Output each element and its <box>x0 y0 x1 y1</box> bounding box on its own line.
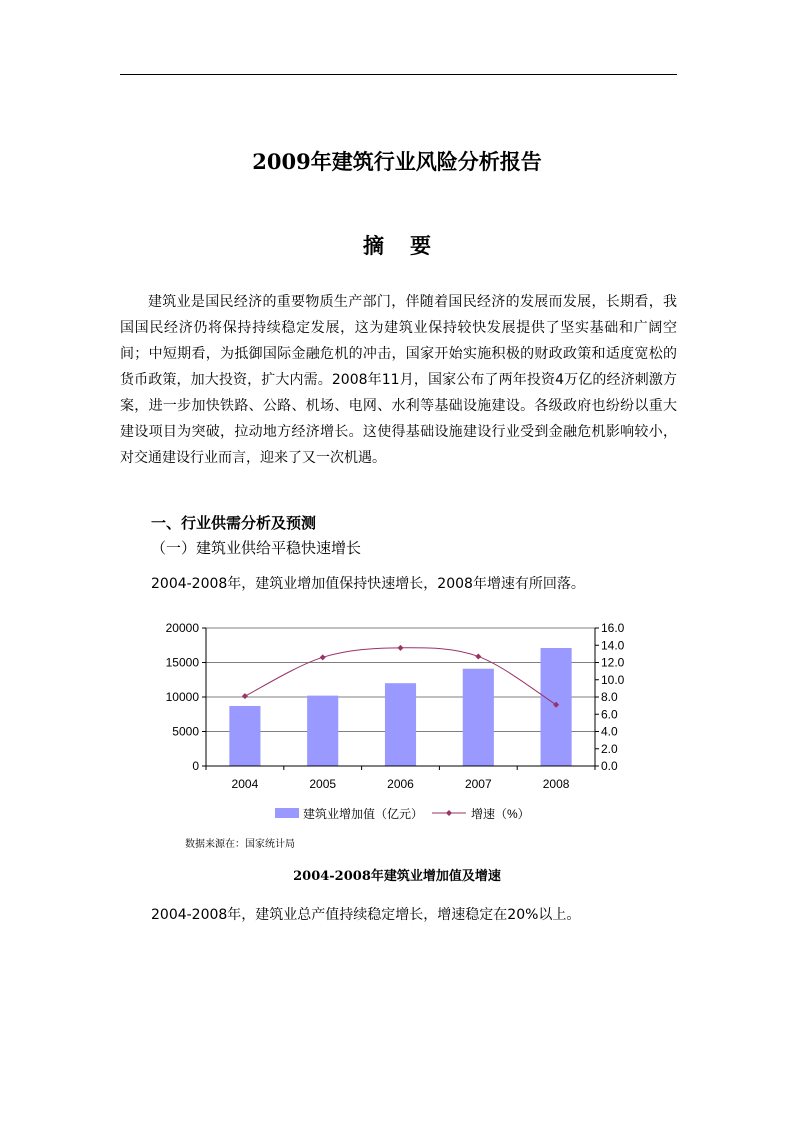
bar <box>307 696 338 766</box>
figure-caption: 2004-2008年建筑业增加值及增速 <box>293 869 501 884</box>
left-tick-label: 0 <box>192 759 199 773</box>
x-axis-ticks <box>206 766 595 791</box>
x-tick-label: 2005 <box>309 777 337 791</box>
section-heading: 一、行业供需分析及预测 <box>151 514 317 532</box>
legend-label: 建筑业增加值（亿元） <box>303 807 424 821</box>
legend-label: 增速（%） <box>471 807 530 821</box>
chart <box>150 612 630 832</box>
data-point <box>475 653 481 659</box>
right-tick-label: 16.0 <box>601 621 625 635</box>
right-tick-label: 0.0 <box>601 759 618 773</box>
legend-swatch-point <box>446 810 452 816</box>
x-tick-label: 2004 <box>231 777 259 791</box>
right-tick-label: 14.0 <box>601 638 625 653</box>
abstract-heading: 摘要 <box>363 233 457 258</box>
left-tick-label: 15000 <box>165 655 199 670</box>
left-tick-label: 20000 <box>165 621 199 635</box>
data-point <box>398 645 404 651</box>
subsection-heading: （一）建筑业供给平稳快速增长 <box>151 539 362 557</box>
intro-line: 2004-2008年，建筑业增加值保持快速增长，2008年增速有所回落。 <box>151 576 585 592</box>
abstract-paragraph: 建筑业是国民经济的重要物质生产部门，伴随着国民经济的发展而发展，长期看，我国国民经济仍将保持持续稳定发展，这为建筑业保持较快发展提供了坚实基础和广阔空间；中短期看，为抵御国际金融危机的冲击，国家开始实施积极的财政政策和适度宽松的货币政策，加大投资，扩大内需。2008年11月，国家公布了两年投资4万亿的经济刺激方案，进一步加快铁路、公路、机场、电网、水利等基础设施建设。各级政府也纷纷以重大建设项目为突破，拉动地方经济增长。这使得基础设施建设行业受到金融危机影响较小，对交通建设行业而言，迎来了又一次机遇。 <box>120 294 677 466</box>
x-tick-label: 2008 <box>542 777 570 791</box>
data-point <box>242 693 248 699</box>
source-note: 数据来源在：国家统计局 <box>185 839 295 850</box>
legend-swatch-bar <box>275 808 299 818</box>
right-tick-label: 8.0 <box>601 690 618 704</box>
bar <box>385 683 416 766</box>
right-tick-label: 6.0 <box>601 707 618 722</box>
bar <box>463 669 494 766</box>
document-title: 2009年建筑行业风险分析报告 <box>252 149 542 174</box>
chart-bars <box>229 648 571 766</box>
closing-line: 2004-2008年，建筑业总产值持续稳定增长，增速稳定在20%以上。 <box>151 907 581 923</box>
chart-legend <box>275 806 530 821</box>
x-tick-label: 2006 <box>387 777 414 791</box>
left-axis-ticks <box>166 621 206 773</box>
right-tick-label: 2.0 <box>601 741 618 756</box>
left-tick-label: 10000 <box>165 690 199 704</box>
bar <box>229 706 260 766</box>
data-point <box>320 654 326 660</box>
left-tick-label: 5000 <box>172 724 199 739</box>
right-tick-label: 10.0 <box>601 672 625 687</box>
right-tick-label: 4.0 <box>601 724 618 739</box>
right-axis-ticks <box>595 621 625 773</box>
right-tick-label: 12.0 <box>601 655 625 670</box>
header-rule <box>120 74 677 75</box>
x-tick-label: 2007 <box>464 777 492 791</box>
